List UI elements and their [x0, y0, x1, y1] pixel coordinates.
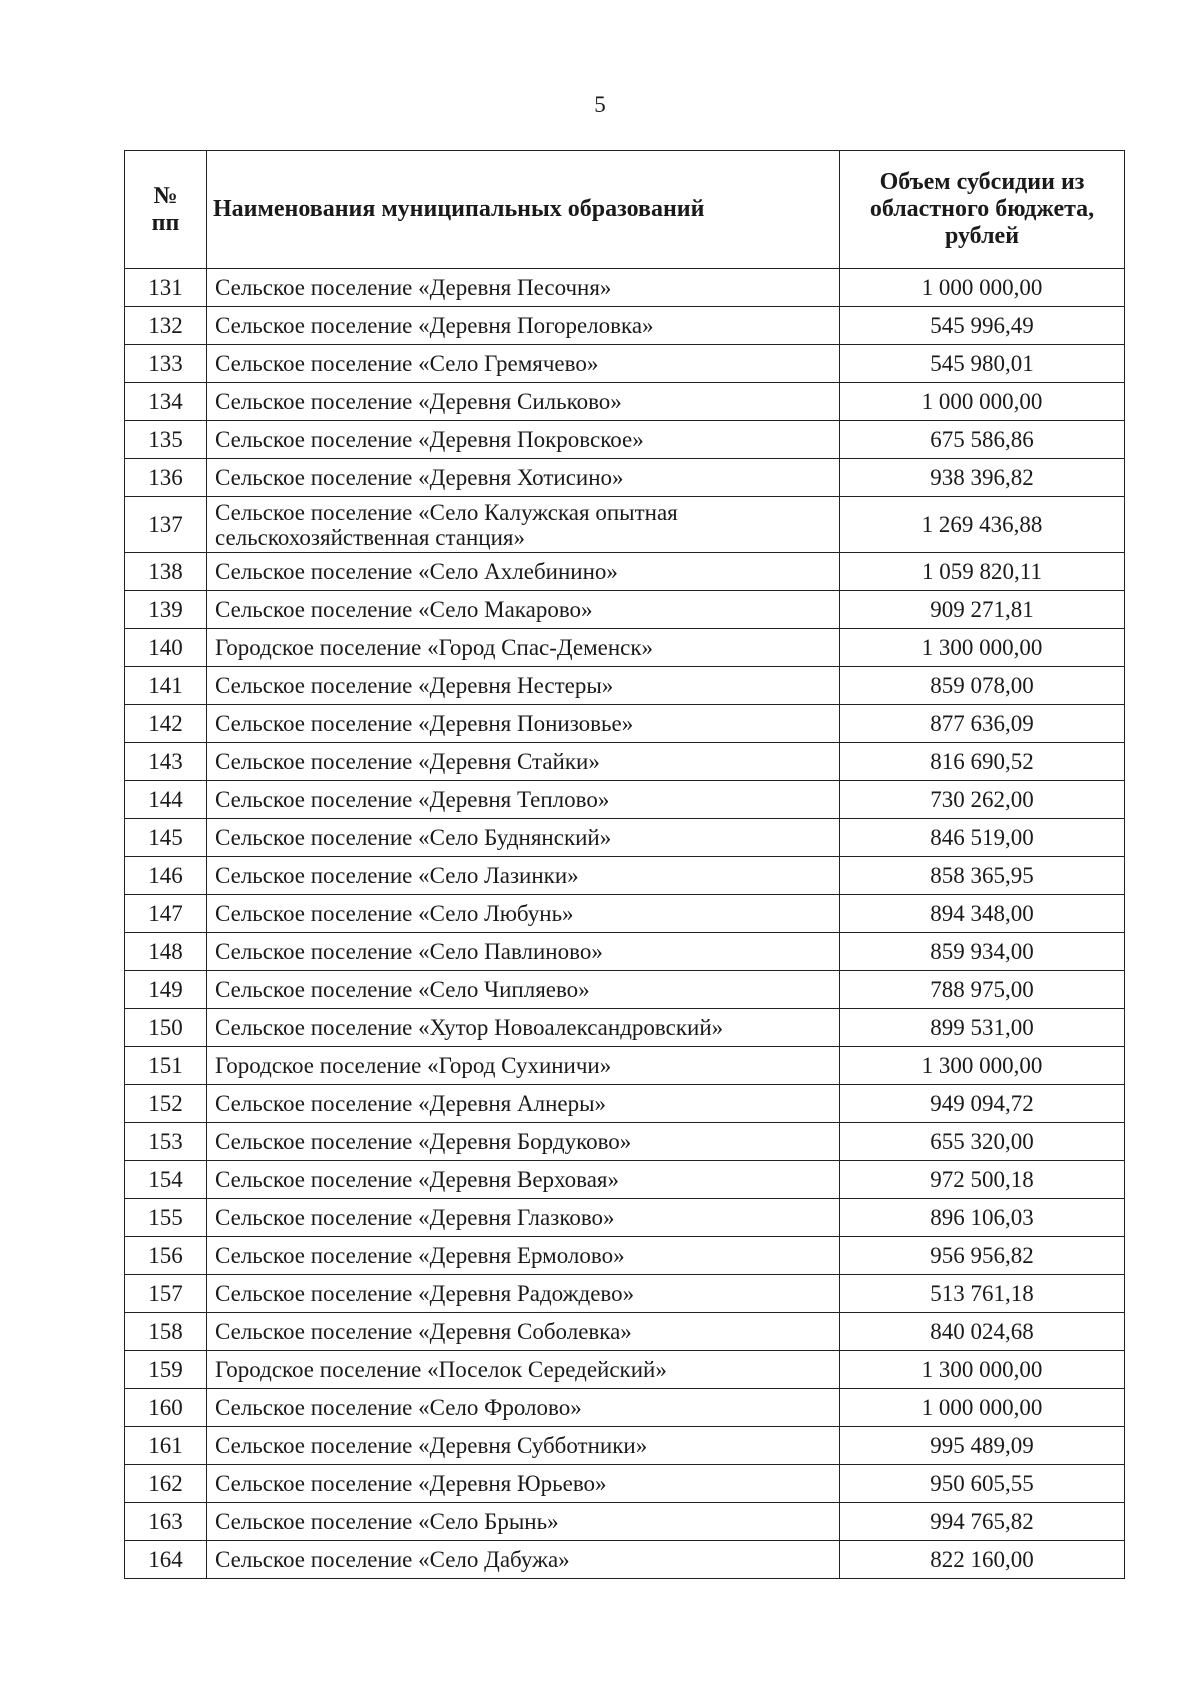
table-row: [125, 421, 1125, 459]
table-row: [125, 553, 1125, 591]
subsidy-amount: 1 269 436,88: [840, 497, 1125, 553]
municipality-name-line: Сельское поселение «Село Калужская опытная: [215, 499, 678, 525]
row-number: 146: [125, 857, 207, 895]
row-number: 155: [125, 1199, 207, 1237]
subsidy-amount: 896 106,03: [840, 1199, 1125, 1237]
page-number: 5: [594, 92, 606, 117]
municipality-name: Сельское поселение «Деревня Юрьево»: [207, 1465, 840, 1503]
table-row: [125, 781, 1125, 819]
municipality-name: Сельское поселение «Деревня Бордуково»: [207, 1123, 840, 1161]
row-number: 158: [125, 1313, 207, 1351]
table-row: [125, 1313, 1125, 1351]
row-number: 150: [125, 1009, 207, 1047]
header-amount-line1: Объем субсидии из: [879, 169, 1085, 195]
subsidy-amount: 846 519,00: [840, 819, 1125, 857]
subsidy-amount: 545 996,49: [840, 307, 1125, 345]
table-row: [125, 819, 1125, 857]
table-row: [125, 383, 1125, 421]
municipality-name: Городское поселение «Город Спас-Деменск»: [207, 629, 840, 667]
row-number: 162: [125, 1465, 207, 1503]
table-row: [125, 1465, 1125, 1503]
table-header-row: [125, 151, 1125, 269]
municipality-name: Сельское поселение «Деревня Соболевка»: [207, 1313, 840, 1351]
municipality-name: Сельское поселение «Село Гремячево»: [207, 345, 840, 383]
table-row: [125, 1237, 1125, 1275]
municipality-name-line: сельскохозяйственная станция»: [215, 524, 526, 550]
table-row: [125, 667, 1125, 705]
subsidy-amount: 956 956,82: [840, 1237, 1125, 1275]
municipality-name: Сельское поселение «Село Любунь»: [207, 895, 840, 933]
header-number-line1: №: [153, 182, 178, 209]
table-row: [125, 1047, 1125, 1085]
table-row: [125, 705, 1125, 743]
table-row: [125, 1351, 1125, 1389]
table-row: [125, 1161, 1125, 1199]
row-number: 144: [125, 781, 207, 819]
row-number: 140: [125, 629, 207, 667]
row-number: 154: [125, 1161, 207, 1199]
municipality-name: Сельское поселение «Деревня Нестеры»: [207, 667, 840, 705]
row-number: 145: [125, 819, 207, 857]
subsidy-amount: 675 586,86: [840, 421, 1125, 459]
subsidy-amount: 938 396,82: [840, 459, 1125, 497]
subsidy-amount: 859 934,00: [840, 933, 1125, 971]
row-number: 142: [125, 705, 207, 743]
municipality-name: Сельское поселение «Деревня Стайки»: [207, 743, 840, 781]
subsidy-amount: 1 000 000,00: [840, 1389, 1125, 1427]
municipality-name: Сельское поселение «Село Фролово»: [207, 1389, 840, 1427]
subsidy-amount: 994 765,82: [840, 1503, 1125, 1541]
municipality-name: Сельское поселение «Деревня Погореловка»: [207, 307, 840, 345]
municipality-name: Сельское поселение «Деревня Теплово»: [207, 781, 840, 819]
row-number: 153: [125, 1123, 207, 1161]
table-row: [125, 1541, 1125, 1579]
row-number: 159: [125, 1351, 207, 1389]
municipality-name: Городское поселение «Город Сухиничи»: [207, 1047, 840, 1085]
subsidy-amount: 730 262,00: [840, 781, 1125, 819]
table-row: [125, 497, 1125, 553]
subsidy-amount: 1 300 000,00: [840, 1047, 1125, 1085]
header-number-line2: пп: [151, 209, 180, 236]
subsidy-amount: 816 690,52: [840, 743, 1125, 781]
table-row: [125, 1389, 1125, 1427]
subsidy-amount: 1 000 000,00: [840, 269, 1125, 307]
table-row: [125, 971, 1125, 1009]
table-row: [125, 1275, 1125, 1313]
table-row: [125, 629, 1125, 667]
row-number: 133: [125, 345, 207, 383]
municipality-name: Сельское поселение «Деревня Верховая»: [207, 1161, 840, 1199]
subsidy-table: [124, 150, 1125, 1579]
municipality-name: Сельское поселение «Деревня Радождево»: [207, 1275, 840, 1313]
row-number: 161: [125, 1427, 207, 1465]
table-row: [125, 459, 1125, 497]
subsidy-amount: 545 980,01: [840, 345, 1125, 383]
subsidy-amount: 950 605,55: [840, 1465, 1125, 1503]
table-row: [125, 1123, 1125, 1161]
subsidy-amount: 995 489,09: [840, 1427, 1125, 1465]
header-amount-line2: областного бюджета,: [869, 196, 1095, 222]
row-number: 151: [125, 1047, 207, 1085]
municipality-name: Сельское поселение «Деревня Покровское»: [207, 421, 840, 459]
table-row: [125, 1199, 1125, 1237]
table-row: [125, 345, 1125, 383]
municipality-name: Сельское поселение «Село Павлиново»: [207, 933, 840, 971]
municipality-name: Сельское поселение «Деревня Понизовье»: [207, 705, 840, 743]
municipality-name: Сельское поселение «Деревня Песочня»: [207, 269, 840, 307]
table-row: [125, 307, 1125, 345]
subsidy-amount: 894 348,00: [840, 895, 1125, 933]
row-number: 156: [125, 1237, 207, 1275]
subsidy-amount: 899 531,00: [840, 1009, 1125, 1047]
row-number: 136: [125, 459, 207, 497]
municipality-name: Сельское поселение «Деревня Глазково»: [207, 1199, 840, 1237]
municipality-name: Сельское поселение «Деревня Субботники»: [207, 1427, 840, 1465]
subsidy-amount: 972 500,18: [840, 1161, 1125, 1199]
subsidy-amount: 822 160,00: [840, 1541, 1125, 1579]
header-name: Наименования муниципальных образований: [207, 151, 840, 269]
municipality-name: Сельское поселение «Село Чипляево»: [207, 971, 840, 1009]
table-row: [125, 895, 1125, 933]
row-number: 139: [125, 591, 207, 629]
subsidy-amount: 1 059 820,11: [840, 553, 1125, 591]
municipality-name: Сельское поселение «Село Макарово»: [207, 591, 840, 629]
row-number: 138: [125, 553, 207, 591]
row-number: 157: [125, 1275, 207, 1313]
subsidy-amount: 1 000 000,00: [840, 383, 1125, 421]
row-number: 164: [125, 1541, 207, 1579]
header-amount-line3: рублей: [944, 223, 1020, 249]
subsidy-amount: 840 024,68: [840, 1313, 1125, 1351]
header-amount: [840, 151, 1125, 269]
municipality-name: Сельское поселение «Село Дабужа»: [207, 1541, 840, 1579]
municipality-name: Сельское поселение «Деревня Ермолово»: [207, 1237, 840, 1275]
table-row: [125, 1085, 1125, 1123]
subsidy-amount: 859 078,00: [840, 667, 1125, 705]
row-number: 160: [125, 1389, 207, 1427]
municipality-name: Сельское поселение «Село Ахлебинино»: [207, 553, 840, 591]
table-row: [125, 591, 1125, 629]
table-row: [125, 269, 1125, 307]
header-number: [125, 151, 207, 269]
municipality-name: Сельское поселение «Село Буднянский»: [207, 819, 840, 857]
table-row: [125, 1009, 1125, 1047]
row-number: 149: [125, 971, 207, 1009]
subsidy-amount: 909 271,81: [840, 591, 1125, 629]
row-number: 148: [125, 933, 207, 971]
row-number: 132: [125, 307, 207, 345]
municipality-name: Сельское поселение «Хутор Новоалександровский»: [207, 1009, 840, 1047]
municipality-name: Сельское поселение «Деревня Алнеры»: [207, 1085, 840, 1123]
municipality-name: Сельское поселение «Деревня Хотисино»: [207, 459, 840, 497]
municipality-name: Сельское поселение «Деревня Сильково»: [207, 383, 840, 421]
subsidy-amount: 858 365,95: [840, 857, 1125, 895]
row-number: 137: [125, 497, 207, 553]
subsidy-amount: 949 094,72: [840, 1085, 1125, 1123]
municipality-name: Сельское поселение «Село Лазинки»: [207, 857, 840, 895]
municipality-name: Городское поселение «Поселок Середейский»: [207, 1351, 840, 1389]
subsidy-amount: 788 975,00: [840, 971, 1125, 1009]
table-body: [125, 269, 1125, 1579]
table-row: [125, 1503, 1125, 1541]
table-row: [125, 933, 1125, 971]
municipality-name: [207, 497, 840, 553]
subsidy-amount: 655 320,00: [840, 1123, 1125, 1161]
table-row: [125, 743, 1125, 781]
row-number: 143: [125, 743, 207, 781]
row-number: 135: [125, 421, 207, 459]
municipality-name: Сельское поселение «Село Брынь»: [207, 1503, 840, 1541]
subsidy-amount: 1 300 000,00: [840, 629, 1125, 667]
table-row: [125, 1427, 1125, 1465]
row-number: 152: [125, 1085, 207, 1123]
row-number: 134: [125, 383, 207, 421]
table-row: [125, 857, 1125, 895]
subsidy-amount: 1 300 000,00: [840, 1351, 1125, 1389]
row-number: 141: [125, 667, 207, 705]
row-number: 131: [125, 269, 207, 307]
subsidy-amount: 877 636,09: [840, 705, 1125, 743]
subsidy-amount: 513 761,18: [840, 1275, 1125, 1313]
row-number: 163: [125, 1503, 207, 1541]
row-number: 147: [125, 895, 207, 933]
